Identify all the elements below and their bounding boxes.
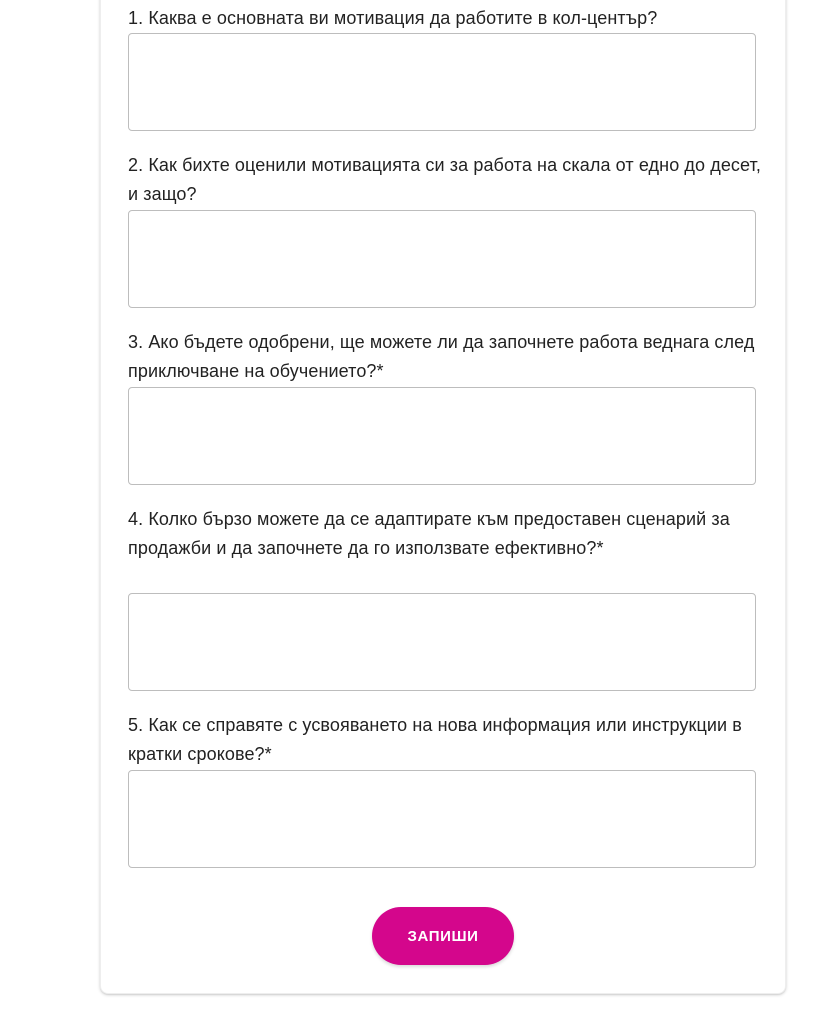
question-2-label: 2. Как бихте оценили мотивацията си за работа на скала от едно до десет, и защо?	[128, 155, 761, 204]
answer-1-field[interactable]	[128, 33, 756, 131]
submit-button[interactable]: ЗАПИШИ	[372, 907, 514, 965]
answer-4-field[interactable]	[128, 593, 756, 691]
question-3-label: 3. Ако бъдете одобрени, ще можете ли да започнете работа веднага след приключване на обучението?*	[128, 332, 755, 381]
answer-3-field[interactable]	[128, 387, 756, 485]
answer-2-field[interactable]	[128, 210, 756, 308]
question-5-label: 5. Как се справяте с усвояването на нова информация или инструкции в кратки срокове?*	[128, 715, 742, 764]
question-1-label: 1. Каква е основната ви мотивация да работите в кол-център?	[128, 8, 658, 28]
answer-5-field[interactable]	[128, 770, 756, 868]
question-4-label: 4. Колко бързо можете да се адаптирате към предоставен сценарий за продажби и да започнете да го използвате ефективно?*	[128, 509, 730, 558]
